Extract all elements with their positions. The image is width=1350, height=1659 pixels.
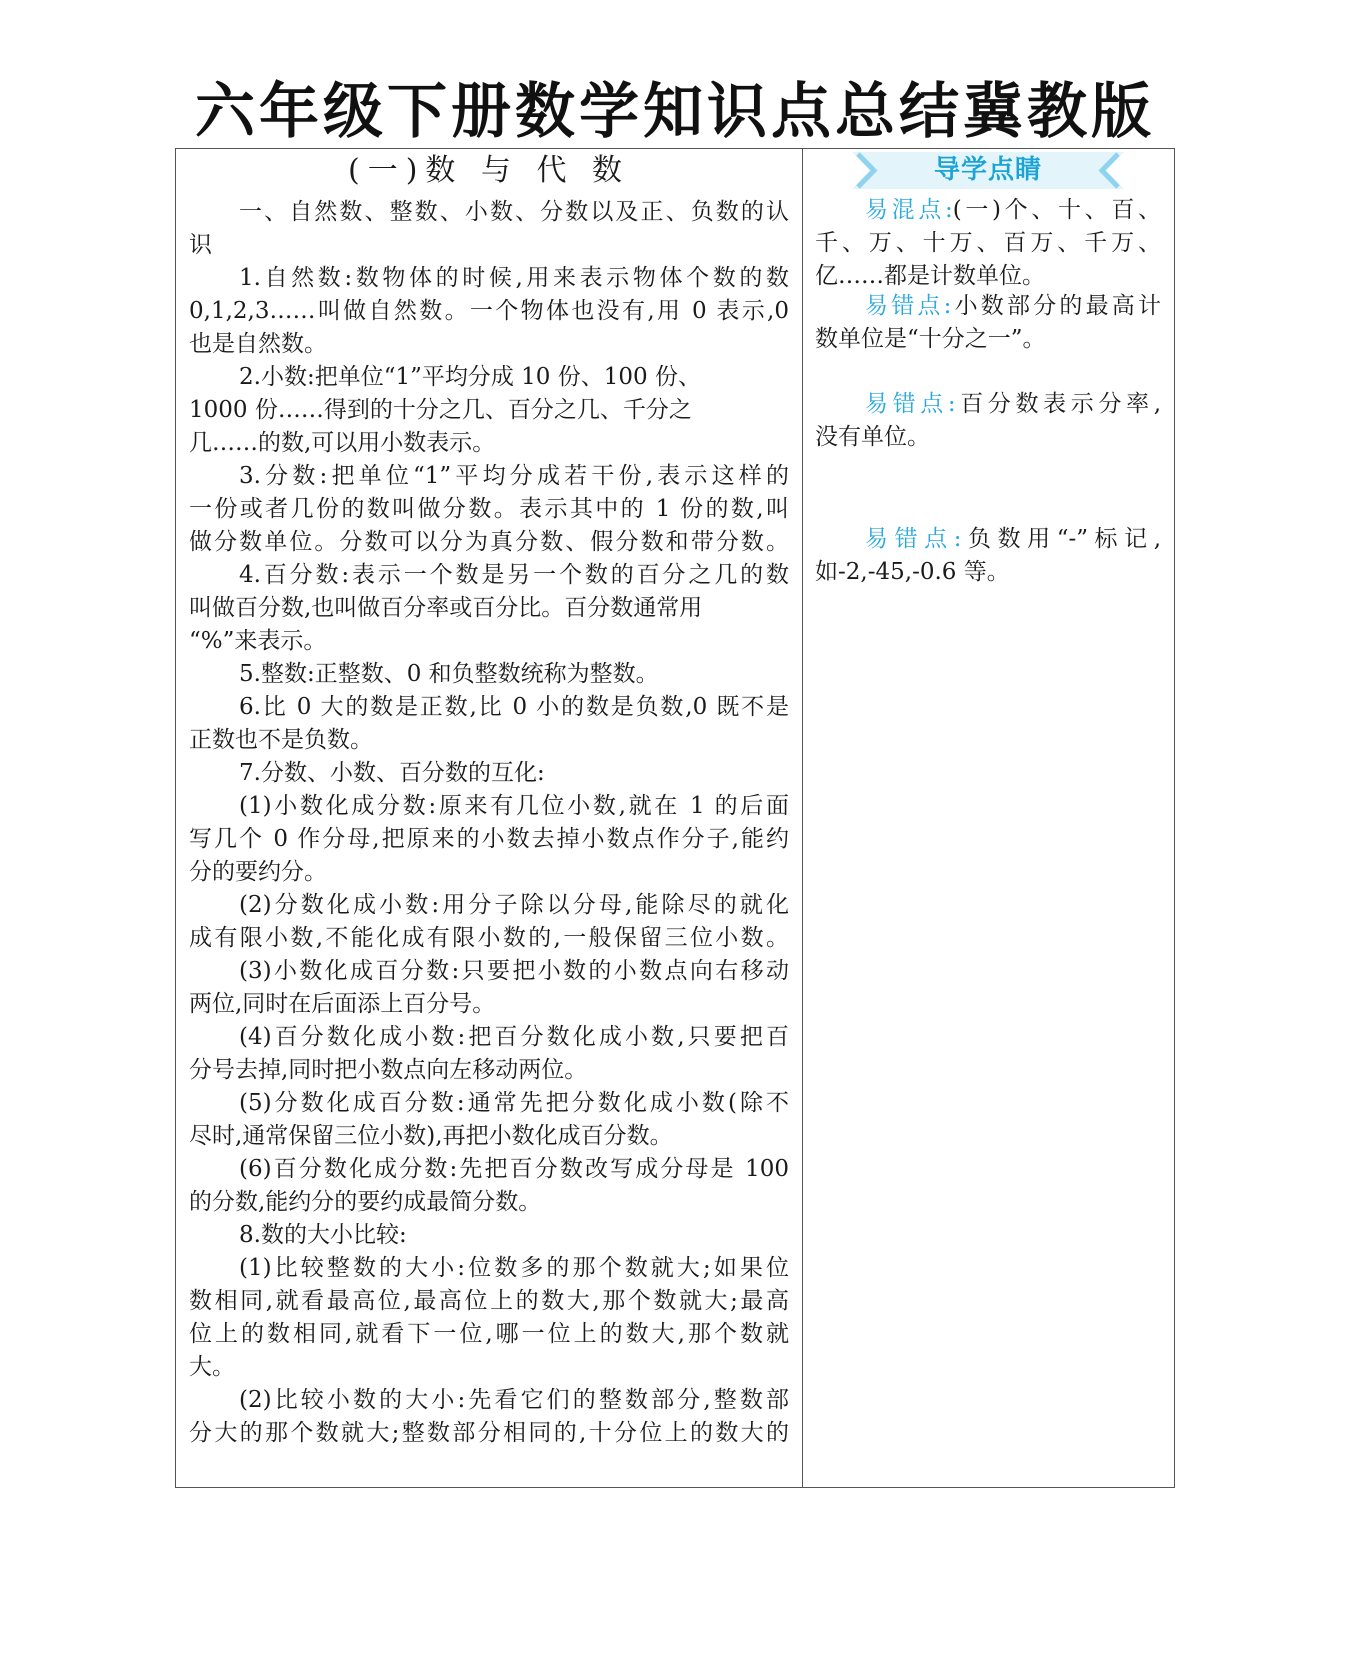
- text-line: 成有限小数,不能化成有限小数的,一般保留三位小数。: [189, 925, 789, 951]
- text-line: 1.自然数:数物体的时候,用来表示物体个数的数: [239, 265, 789, 291]
- text-line: 也是自然数。: [189, 331, 327, 357]
- note-text: 数单位是“十分之一”。: [815, 326, 1046, 352]
- banner-label: 导学点睛: [933, 155, 1042, 185]
- note-confusing-point: [815, 194, 1161, 293]
- text-line: 数相同,就看最高位,最高位上的数大,那个数就大;最高: [189, 1288, 789, 1314]
- note-error-point: [815, 290, 1161, 356]
- text-line: 两位,同时在后面添上百分号。: [189, 991, 496, 1017]
- section-heading: (一)数 与 代 数: [347, 153, 631, 188]
- text-line: 2.小数:把单位“1”平均分成 10 份、100 份、: [239, 364, 701, 390]
- text-line: (2)分数化成小数:用分子除以分母,能除尽的就化: [239, 892, 789, 918]
- note-label: 易混点:: [865, 197, 953, 223]
- text-line: (1)比较整数的大小:位数多的那个数就大;如果位: [239, 1255, 789, 1281]
- note-text: (一)个、十、百、: [952, 197, 1161, 223]
- guide-banner: [852, 152, 1124, 189]
- text-line: 正数也不是负数。: [189, 727, 373, 753]
- text-line: 叫做百分数,也叫做百分率或百分比。百分数通常用: [189, 595, 703, 621]
- text-line: 一份或者几份的数叫做分数。表示其中的 1 份的数,叫: [189, 496, 789, 522]
- text-line: (1)小数化成分数:原来有几位小数,就在 1 的后面: [239, 793, 789, 819]
- text-line: (4)百分数化成小数:把百分数化成小数,只要把百: [239, 1024, 789, 1050]
- text-line: 0,1,2,3……叫做自然数。一个物体也没有,用 0 表示,0: [189, 298, 789, 324]
- main-text: [189, 196, 789, 1450]
- text-line: 1000 份……得到的十分之几、百分之几、千分之: [189, 397, 692, 423]
- text-line: 6.比 0 大的数是正数,比 0 小的数是负数,0 既不是: [239, 694, 789, 720]
- text-line: 的分数,能约分的要约成最简分数。: [189, 1189, 542, 1215]
- note-error-point: [815, 388, 1161, 454]
- note-text: 如-2,-45,-0.6 等。: [815, 559, 1010, 585]
- text-line: 4.百分数:表示一个数是另一个数的百分之几的数: [239, 562, 789, 588]
- note-text: 小数部分的最高计: [951, 293, 1161, 319]
- note-text: 百分数表示分率,: [955, 391, 1161, 417]
- text-line: 写几个 0 作分母,把原来的小数去掉小数点作分子,能约: [189, 826, 789, 852]
- text-line: (5)分数化成百分数:通常先把分数化成小数(除不: [239, 1090, 789, 1116]
- note-text: 千、万、十万、百万、千万、: [815, 230, 1161, 256]
- column-divider: [802, 149, 803, 1487]
- text-line: 识: [189, 232, 212, 258]
- text-line: 8.数的大小比较:: [239, 1222, 407, 1248]
- text-line: (3)小数化成百分数:只要把小数的小数点向右移动: [239, 958, 789, 984]
- text-line: (2)比较小数的大小:先看它们的整数部分,整数部: [239, 1387, 789, 1413]
- text-line: 分大的那个数就大;整数部分相同的,十分位上的数大的: [189, 1420, 789, 1446]
- text-line: 尽时,通常保留三位小数),再把小数化成百分数。: [189, 1123, 673, 1149]
- document-title: 六年级下册数学知识点总结冀教版: [195, 77, 1155, 147]
- note-text: 没有单位。: [815, 424, 930, 450]
- text-line: (6)百分数化成分数:先把百分数改写成分母是 100: [239, 1156, 789, 1182]
- text-line: 几……的数,可以用小数表示。: [189, 430, 496, 456]
- text-line: 7.分数、小数、百分数的互化:: [239, 760, 545, 786]
- text-line: 分的要约分。: [189, 859, 327, 885]
- note-label: 易错点:: [865, 526, 962, 552]
- text-line: 做分数单位。分数可以分为真分数、假分数和带分数。: [189, 529, 789, 555]
- text-line: 5.整数:正整数、0 和负整数统称为整数。: [239, 661, 659, 687]
- note-label: 易错点:: [865, 293, 952, 319]
- note-text: 负数用“-”标记,: [961, 526, 1161, 552]
- note-error-point: [815, 523, 1161, 589]
- text-line: 3.分数:把单位“1”平均分成若干份,表示这样的: [239, 463, 789, 489]
- text-line: 位上的数相同,就看下一位,哪一位上的数大,那个数就: [189, 1321, 789, 1347]
- note-text: 亿……都是计数单位。: [815, 263, 1045, 289]
- content-table: [175, 148, 1175, 1488]
- text-line: 一、自然数、整数、小数、分数以及正、负数的认: [239, 199, 789, 225]
- note-label: 易错点:: [865, 391, 956, 417]
- text-line: 分号去掉,同时把小数点向左移动两位。: [189, 1057, 588, 1083]
- text-line: 大。: [189, 1354, 235, 1380]
- text-line: “%”来表示。: [189, 628, 327, 654]
